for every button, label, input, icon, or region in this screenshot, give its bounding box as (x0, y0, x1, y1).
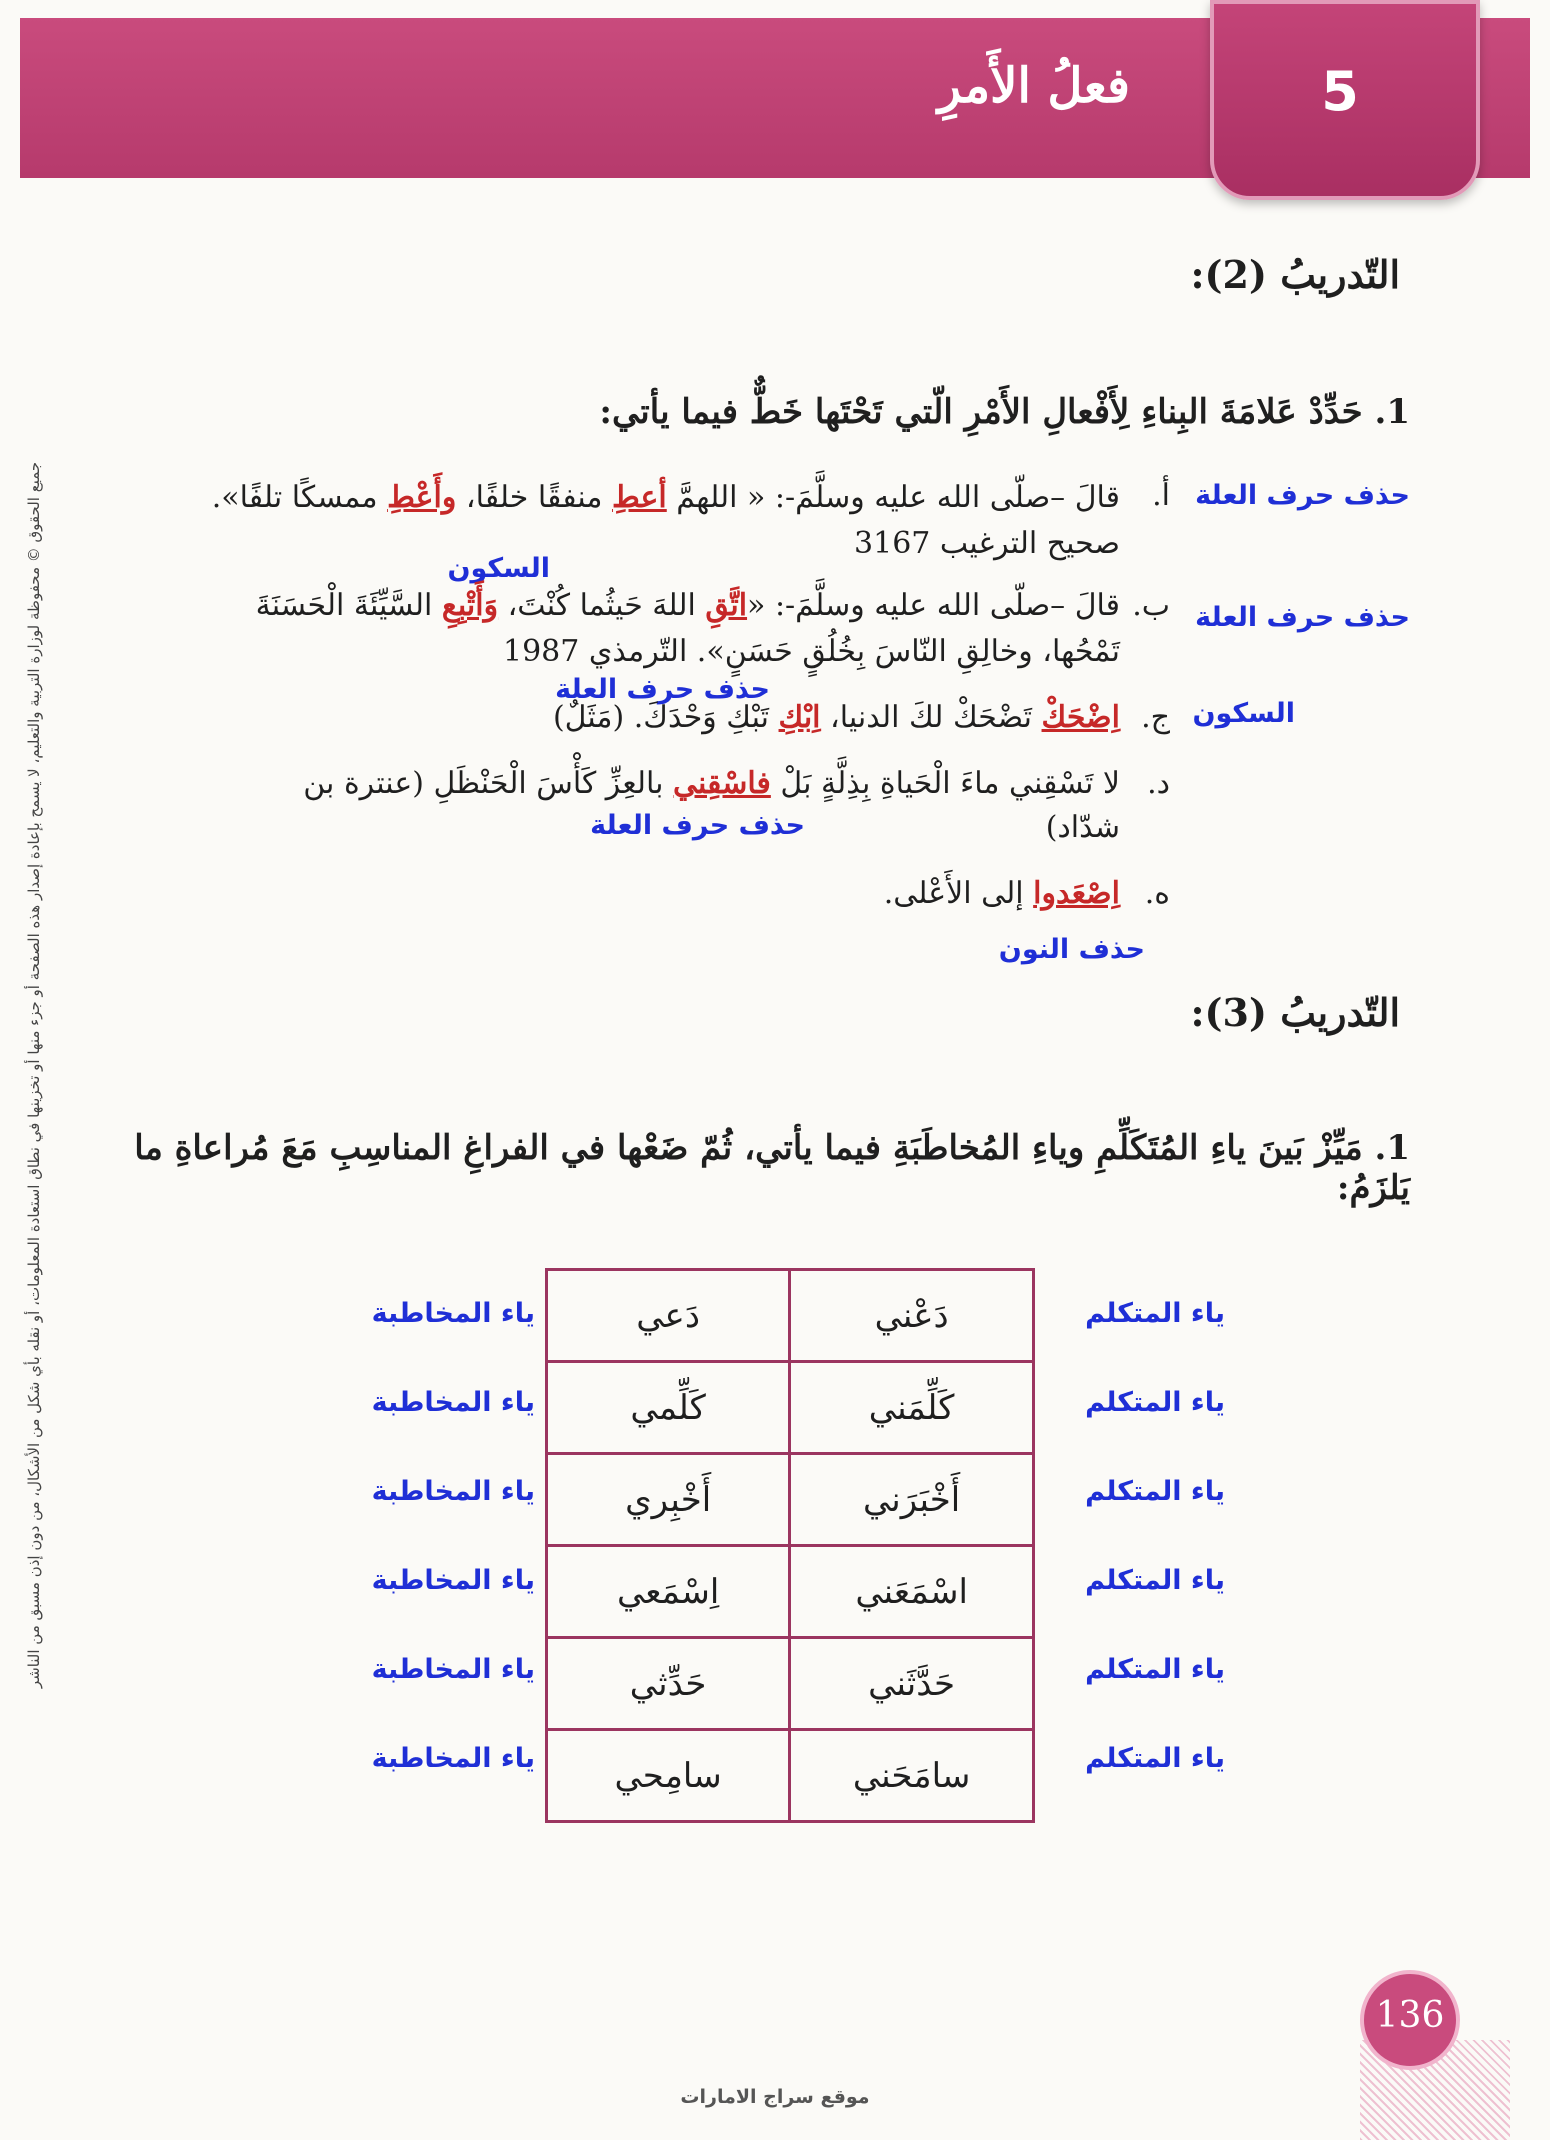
table-row (547, 1454, 1034, 1546)
speaker-cell: سامَحَني (790, 1730, 1034, 1822)
speaker-cell: كَلِّمَني (790, 1362, 1034, 1454)
item-e-letter: ه. (1144, 876, 1170, 911)
addressee-cell: دَعي (547, 1270, 790, 1362)
item-b-text (200, 584, 1120, 628)
item-a-verb2: وأَعْطِ (387, 480, 457, 515)
item-c-text (200, 696, 1120, 740)
item-c-mid: تَضْحَكْ لكَ الدنيا، (820, 700, 1042, 735)
addressee-label: ياء المخاطبة (371, 1654, 535, 1685)
speaker-label: ياء المتكلم (1085, 1743, 1225, 1774)
item-a-letter: أ. (1152, 478, 1170, 513)
addressee-label: ياء المخاطبة (371, 1298, 535, 1329)
exercise2-instruction: 1. حَدِّدْ عَلامَةَ البِناءِ لِأَفْعالِ الأَمْرِ الّتي تَحْتَها خَطٌّ فيما يأتي: (599, 392, 1410, 432)
item-b-post: السَّيِّئَةَ الْحَسَنَةَ (255, 588, 442, 623)
table-row (547, 1270, 1034, 1362)
item-d-below-answer: حذف حرف العلة (590, 810, 805, 841)
addressee-cell: حَدِّثي (547, 1638, 790, 1730)
item-e-text (200, 872, 1120, 916)
item-c-answer: السكون (1192, 698, 1295, 729)
item-b-line2: تَمْحُها، وخالِقِ النّاسَ بِخُلُقٍ حَسَنٍ». التّرمذي 1987 (503, 634, 1120, 669)
addressee-label: ياء المخاطبة (371, 1565, 535, 1596)
item-a-pre: قالَ –صلّى الله عليه وسلَّمَ-: « اللهمَّ (666, 480, 1120, 515)
item-b-verb2: وَأَتْبِعِ (441, 588, 499, 623)
speaker-label: ياء المتكلم (1085, 1387, 1225, 1418)
addressee-label: ياء المخاطبة (371, 1476, 535, 1507)
speaker-cell: اسْمَعَني (790, 1546, 1034, 1638)
yaa-distinction-table (545, 1268, 1035, 1823)
item-c-verb1: اِضْحَكْ (1041, 700, 1120, 735)
addressee-label: ياء المخاطبة (371, 1743, 535, 1774)
item-a-answer: حذف حرف العلة (1195, 480, 1410, 511)
speaker-label: ياء المتكلم (1085, 1654, 1225, 1685)
item-b-pre: قالَ –صلّى الله عليه وسلَّمَ-: « (747, 588, 1120, 623)
table-row (547, 1546, 1034, 1638)
speaker-label: ياء المتكلم (1085, 1298, 1225, 1329)
item-b-answer: حذف حرف العلة (1195, 602, 1410, 633)
addressee-cell: كَلِّمي (547, 1362, 790, 1454)
item-a-mid: منفقًا خلفًا، (456, 480, 613, 515)
table-row (547, 1362, 1034, 1454)
item-b-above-answer: السكون (447, 553, 550, 584)
item-c-verb2: اِبْكِ (778, 700, 821, 735)
speaker-cell: حَدَّثَني (790, 1638, 1034, 1730)
item-e-post: إلى الأَعْلى. (883, 876, 1034, 911)
exercise3-instruction: 1. مَيِّزْ بَينَ ياءِ المُتَكَلِّمِ وياءِ المُخاطَبَةِ فيما يأتي، ثُمّ ضَعْها في الفراغِ المناسِبِ مَعَ مُراعاةِ ما يَلزَمُ: (134, 1128, 1410, 1208)
item-d-line2: شدّاد) (1045, 810, 1120, 845)
exercise3-heading: التّدريبُ (3): (1190, 990, 1400, 1035)
table-row (547, 1638, 1034, 1730)
item-b-mid: اللهَ حَيثُما كُنْتَ، (498, 588, 706, 623)
table-row (547, 1730, 1034, 1822)
lesson-title: فعلُ الأَمرِ (937, 58, 1130, 114)
item-b-verb1: اتَّقِ (705, 588, 748, 623)
item-e-verb1: اِصْعَدوا (1033, 876, 1120, 911)
item-a-text (200, 476, 1120, 520)
speaker-label: ياء المتكلم (1085, 1476, 1225, 1507)
page-number: 136 (1375, 1995, 1445, 2036)
item-a-verb1: أعطِ (612, 480, 667, 515)
lesson-number: 5 (1321, 60, 1359, 123)
item-b-letter: ب. (1132, 588, 1170, 623)
addressee-cell: اِسْمَعي (547, 1546, 790, 1638)
addressee-label: ياء المخاطبة (371, 1387, 535, 1418)
speaker-cell: أَخْبَرَني (790, 1454, 1034, 1546)
item-d-pre: لا تَسْقِني ماءَ الْحَياةِ بِذِلَّةٍ بَلْ (770, 766, 1120, 801)
item-d-text (200, 762, 1120, 806)
item-d-verb1: فاسْقِني (673, 766, 771, 801)
speaker-cell: دَعْني (790, 1270, 1034, 1362)
item-c-letter: ج. (1141, 700, 1170, 735)
item-a-source: صحيح الترغيب 3167 (854, 526, 1120, 561)
item-d-post: بالعِزِّ كَأْسَ الْحَنْظَلِ (عنترة بن (303, 766, 673, 801)
item-c-post: تَبْكِ وَحْدَكَ. (مَثَلٌ) (552, 700, 779, 735)
addressee-cell: أَخْبِري (547, 1454, 790, 1546)
item-e-below-answer: حذف النون (998, 934, 1145, 965)
item-c-below-answer: حذف حرف العلة (555, 674, 770, 705)
exercise2-heading: التّدريبُ (2): (1190, 252, 1400, 297)
item-a-post: ممسكًا تلفًا». (211, 480, 388, 515)
copyright-notice: جميع الحقوق © محفوظة لوزارة التربية والتعليم، لا يسمح بإعادة إصدار هذه الصفحة أو جزء منها أو تخزينها في نطاق استعادة المعلومات، أو نقله بأي شكل من الأشكال، من دون إذن مسبق من الناشر (25, 461, 43, 1689)
item-d-letter: د. (1147, 766, 1170, 801)
addressee-cell: سامِحي (547, 1730, 790, 1822)
footer-site-name: موقع سراج الامارات (680, 2086, 870, 2108)
speaker-label: ياء المتكلم (1085, 1565, 1225, 1596)
